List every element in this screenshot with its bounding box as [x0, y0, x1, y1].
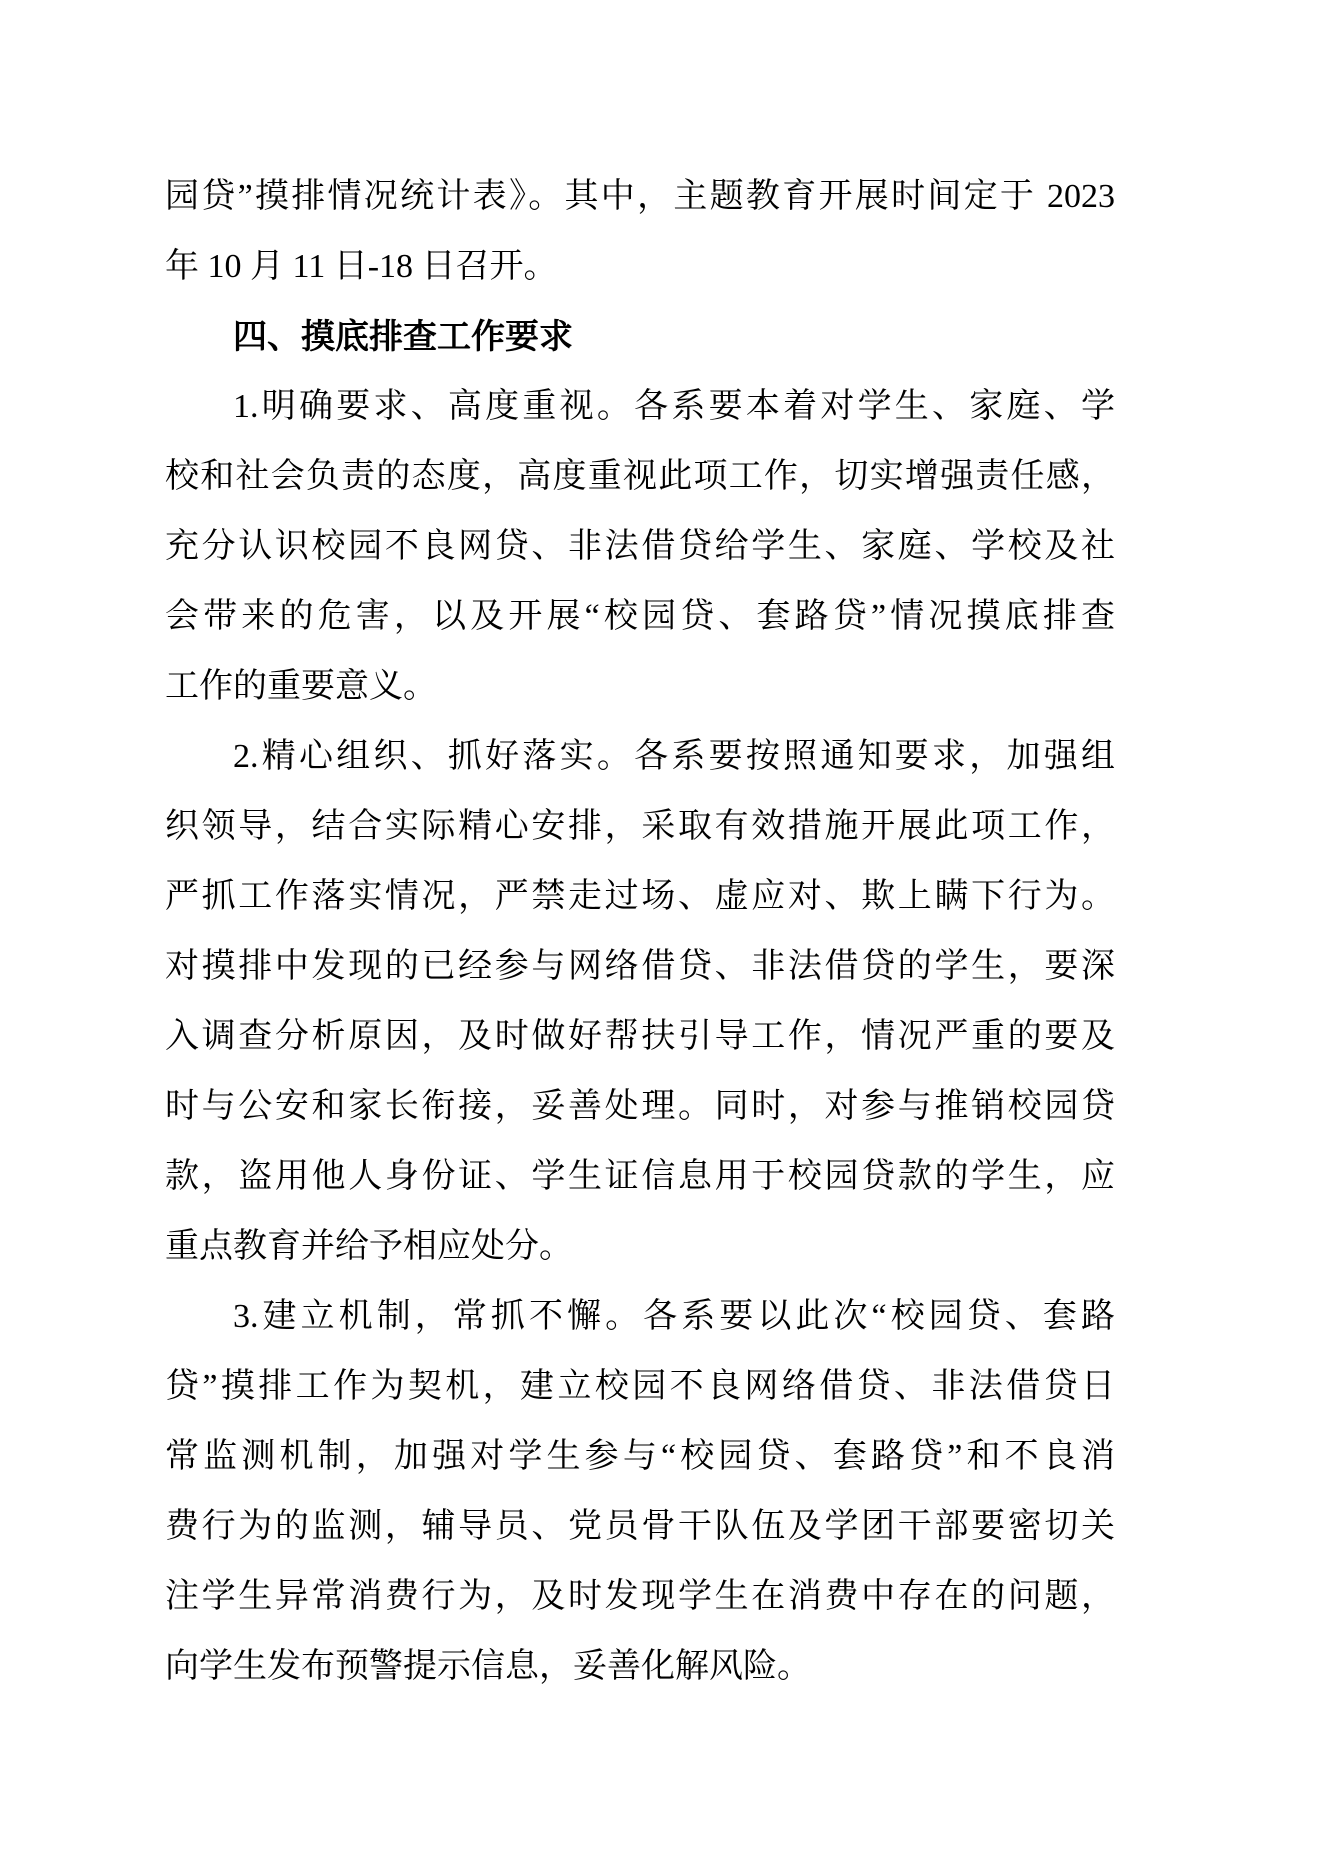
document-line: 会带来的危害，以及开展“校园贷、套路贷”情况摸底排查 — [165, 598, 1115, 635]
document-line: 校和社会负责的态度，高度重视此项工作，切实增强责任感， — [165, 458, 1115, 495]
document-line: 对摸排中发现的已经参与网络借贷、非法借贷的学生，要深 — [165, 948, 1115, 985]
document-line: 入调查分析原因，及时做好帮扶引导工作，情况严重的要及 — [165, 1018, 1115, 1055]
document-line: 贷”摸排工作为契机，建立校园不良网络借贷、非法借贷日 — [165, 1368, 1115, 1405]
document-content — [165, 162, 1115, 1702]
document-line: 四、摸底排查工作要求 — [233, 318, 573, 356]
document-line: 常监测机制，加强对学生参与“校园贷、套路贷”和不良消 — [165, 1438, 1115, 1475]
document-line: 充分认识校园不良网贷、非法借贷给学生、家庭、学校及社 — [165, 528, 1115, 565]
document-line: 工作的重要意义。 — [165, 668, 437, 705]
document-line: 3.建立机制，常抓不懈。各系要以此次“校园贷、套路 — [233, 1298, 1115, 1335]
document-line: 款，盗用他人身份证、学生证信息用于校园贷款的学生，应 — [165, 1158, 1115, 1195]
document-line: 园贷”摸排情况统计表》。其中，主题教育开展时间定于 2023 — [165, 178, 1115, 215]
document-line: 费行为的监测，辅导员、党员骨干队伍及学团干部要密切关 — [165, 1508, 1115, 1545]
document-line: 1.明确要求、高度重视。各系要本着对学生、家庭、学 — [233, 388, 1115, 425]
document-line: 严抓工作落实情况，严禁走过场、虚应对、欺上瞒下行为。 — [165, 878, 1115, 915]
document-line: 重点教育并给予相应处分。 — [165, 1228, 573, 1265]
document-line: 织领导，结合实际精心安排，采取有效措施开展此项工作， — [165, 808, 1115, 845]
document-line: 2.精心组织、抓好落实。各系要按照通知要求，加强组 — [233, 738, 1115, 775]
document-line: 时与公安和家长衔接，妥善处理。同时，对参与推销校园贷 — [165, 1088, 1115, 1125]
document-line: 注学生异常消费行为，及时发现学生在消费中存在的问题， — [165, 1578, 1115, 1615]
document-line: 向学生发布预警提示信息，妥善化解风险。 — [165, 1648, 811, 1685]
document-line: 年 10 月 11 日-18 日召开。 — [165, 248, 558, 285]
